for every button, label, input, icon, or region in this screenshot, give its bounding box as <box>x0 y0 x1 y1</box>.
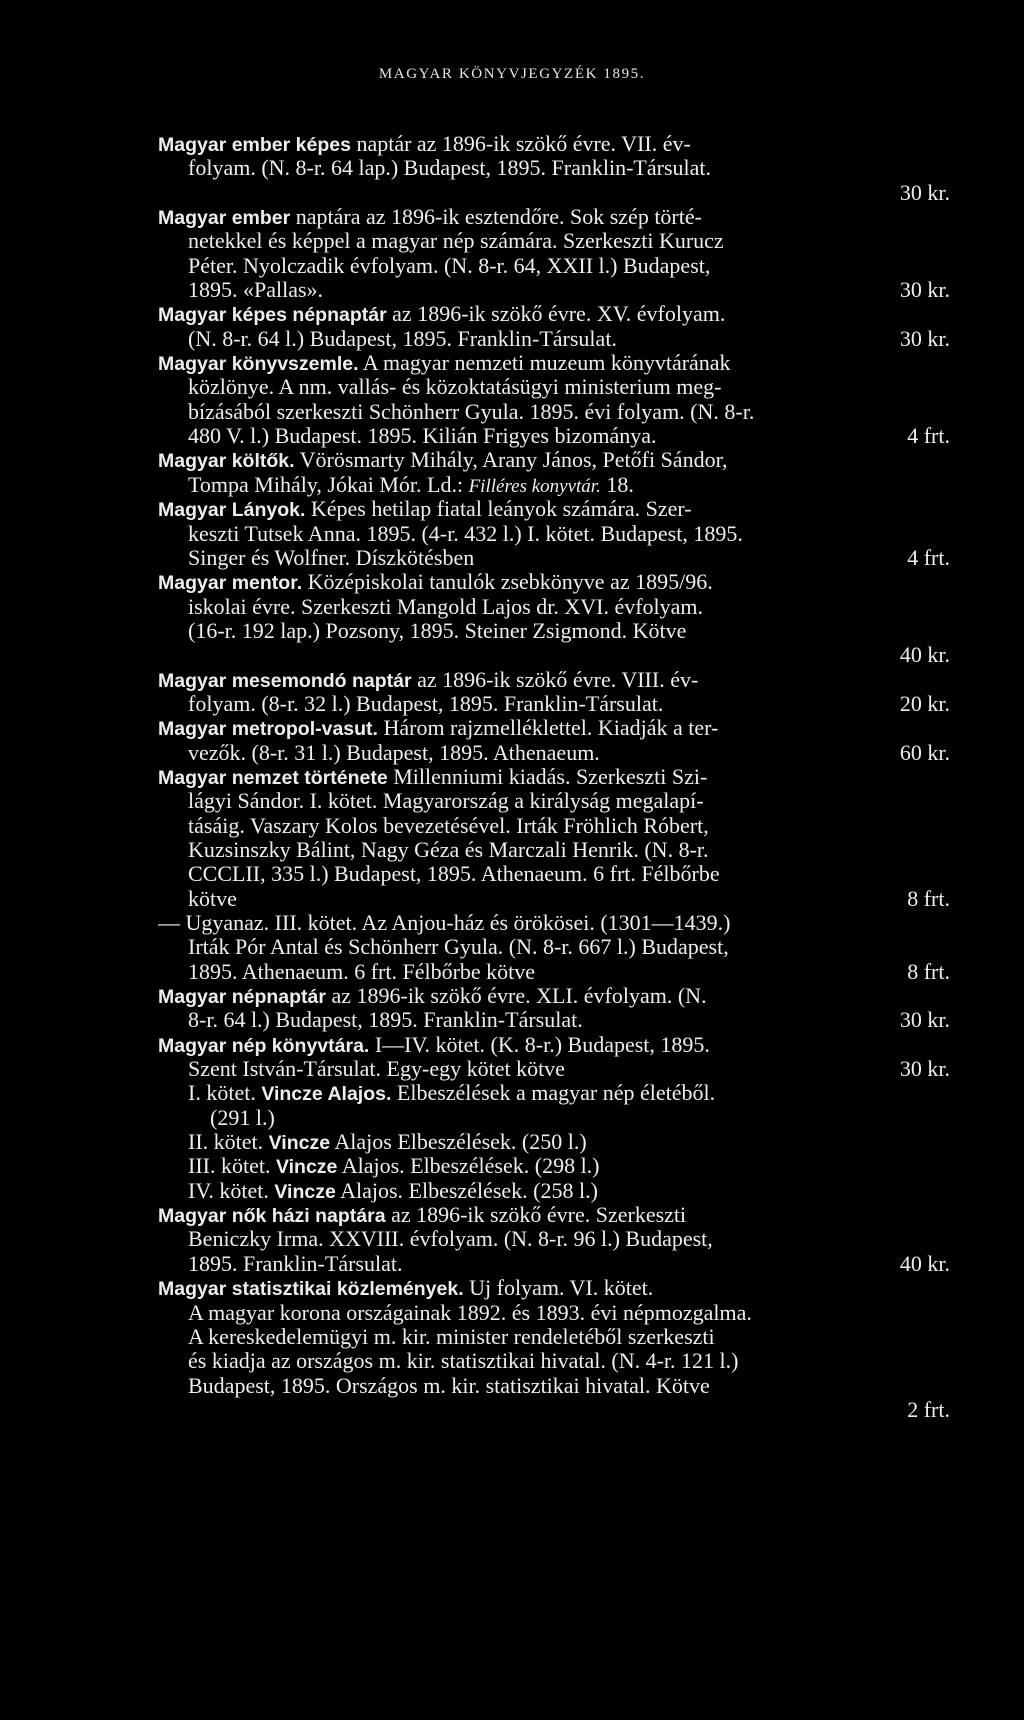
text-run: az 1896-ik szökő évre. VIII. év- <box>411 667 699 692</box>
text-run: Szent István-Társulat. Egy-egy kötet kötve <box>188 1057 565 1082</box>
line-text <box>188 887 237 911</box>
text-run: I. kötet. <box>188 1081 262 1106</box>
text-run: és kiadja az országos m. kir. statisztikai hivatal. (N. 4-r. 121 l.) <box>188 1349 739 1374</box>
entry-continuation-line <box>158 838 950 862</box>
price: 8 frt. <box>907 886 950 911</box>
line-text <box>158 448 728 472</box>
line-text <box>188 424 656 448</box>
entry-line <box>158 570 950 594</box>
entry-line <box>158 132 950 156</box>
line-text <box>188 278 323 302</box>
line-text <box>188 619 686 643</box>
entry-line <box>158 205 950 229</box>
entry-continuation-line <box>158 522 950 546</box>
line-text <box>188 935 729 959</box>
line-text <box>158 765 707 789</box>
text-run: CCCLII, 335 l.) Budapest, 1895. Athenaeum. 6 frt. Félbőrbe <box>188 862 720 887</box>
text-run: Uj folyam. VI. kötet. <box>463 1276 654 1301</box>
entry-continuation-line <box>158 1179 950 1203</box>
entry-headword: Magyar statisztikai közlemények. <box>158 1278 464 1301</box>
text-run: közlönye. A nm. vallás- és közoktatásügyi ministerium meg- <box>188 375 722 400</box>
line-text <box>188 1154 600 1178</box>
text-run: naptár az 1896-ik szökő évre. VII. év- <box>350 132 691 156</box>
entry-headword: Magyar nép könyvtára. <box>158 1034 370 1057</box>
text-run: Alajos. Elbeszélések. (298 l.) <box>337 1154 600 1179</box>
entry-continuation-line <box>158 960 950 984</box>
price-line <box>158 181 950 205</box>
line-text <box>158 132 691 156</box>
entry-line <box>158 448 950 472</box>
line-text <box>188 522 743 546</box>
text-run: lágyi Sándor. I. kötet. Magyarország a királyság megalapí- <box>188 789 704 814</box>
entry-continuation-line <box>158 1301 950 1325</box>
line-text <box>210 1106 275 1130</box>
line-text <box>188 156 711 180</box>
entry-continuation-line <box>158 1081 950 1105</box>
line-text <box>900 643 950 667</box>
line-text <box>188 1057 565 1081</box>
entry-headword: Magyar nemzet története <box>158 766 388 789</box>
entry-continuation-line <box>158 1008 950 1032</box>
line-text <box>188 1252 402 1276</box>
text-run: Elbeszélések a magyar nép életéből. <box>391 1081 716 1106</box>
line-text <box>188 862 720 886</box>
price: 30 kr. <box>899 1057 950 1082</box>
text-run: A magyar korona országainak 1892. és 1893. évi népmozgalma. <box>188 1300 752 1325</box>
entry-line <box>158 716 950 740</box>
entry-headword: Magyar népnaptár <box>158 986 326 1009</box>
price: 30 kr. <box>899 278 950 303</box>
line-text <box>900 181 950 205</box>
entry-continuation-line <box>158 1349 950 1373</box>
entry-continuation-line <box>158 595 950 619</box>
entry-continuation-line <box>158 789 950 813</box>
line-text <box>158 984 707 1008</box>
entry-line <box>158 497 950 521</box>
text-run: naptára az 1896-ik esztendőre. Sok szép törté- <box>290 205 702 230</box>
text-run: Millenniumi kiadás. Szerkeszti Szi- <box>387 764 708 789</box>
text-run: I—IV. kötet. (K. 8-r.) Budapest, 1895. <box>369 1032 710 1057</box>
entry-continuation-line <box>158 741 950 765</box>
text-run: keszti Tutsek Anna. 1895. (4-r. 432 l.) I. kötet. Budapest, 1895. <box>188 521 743 546</box>
line-text <box>188 1179 598 1203</box>
price: 20 kr. <box>899 691 950 716</box>
text-run: (291 l.) <box>210 1105 275 1130</box>
text-run: kötve <box>188 886 237 911</box>
text-run: A magyar nemzeti muzeum könyvtárának <box>358 351 731 376</box>
text-run: III. kötet. <box>188 1154 276 1179</box>
line-text <box>158 1276 653 1300</box>
price: 30 kr. <box>899 326 950 351</box>
text-run: bízásából szerkeszti Schönherr Gyula. 1895. évi folyam. (N. 8-r. <box>188 399 755 424</box>
entry-continuation-line <box>158 327 950 351</box>
entry-continuation-line <box>158 1227 950 1251</box>
entry-continuation-line <box>158 254 950 278</box>
entry-headword: Magyar képes népnaptár <box>158 304 387 327</box>
entry-continuation-line <box>158 473 950 497</box>
text-run: 1895. Athenaeum. 6 frt. Félbőrbe kötve <box>188 959 536 984</box>
entry-headword: Magyar metropol-vasut. <box>158 718 378 741</box>
entry-continuation-line <box>158 692 950 716</box>
text-run: Irták Pór Antal és Schönherr Gyula. (N. 8-r. 667 l.) Budapest, <box>188 935 729 960</box>
entry-headword: Magyar ember képes <box>158 134 351 156</box>
line-text <box>188 789 704 813</box>
text-run: 30 kr. <box>899 180 950 205</box>
author-name: Vincze <box>275 1156 338 1179</box>
author-name: Vincze <box>274 1180 336 1203</box>
entry-continuation-line <box>158 375 950 399</box>
line-text <box>188 741 600 765</box>
line-text <box>188 254 710 278</box>
line-text <box>158 1033 710 1057</box>
entry-continuation-line <box>158 1252 950 1276</box>
line-text <box>188 1325 715 1349</box>
entry-line <box>158 351 950 375</box>
line-text <box>188 327 617 351</box>
entry-continuation-line <box>158 935 950 959</box>
line-text <box>188 692 663 716</box>
price: 30 kr. <box>899 1008 950 1033</box>
text-run: folyam. (8-r. 32 l.) Budapest, 1895. Franklin-Társulat. <box>188 691 664 716</box>
text-run: A kereskedelemügyi m. kir. minister rendeletéből szerkeszti <box>188 1324 715 1349</box>
line-text <box>188 838 709 862</box>
entry-continuation-line <box>158 1057 950 1081</box>
entry-headword: Magyar mesemondó naptár <box>158 669 412 692</box>
entry-headword: Magyar Lányok. <box>158 499 306 522</box>
text-run: — Ugyanaz. III. kötet. Az Anjou-ház és örökösei. (1301—1439.) <box>158 911 731 935</box>
line-text <box>158 911 730 935</box>
entry-line <box>158 1276 950 1300</box>
author-name: Vincze <box>268 1132 331 1155</box>
price-line <box>158 1398 950 1422</box>
text-run: II. kötet. <box>188 1130 269 1155</box>
line-text <box>188 595 703 619</box>
entry-continuation-line <box>158 619 950 643</box>
line-text <box>188 1130 587 1154</box>
entry-continuation-line <box>158 1130 950 1154</box>
line-text <box>907 1398 950 1422</box>
price: 60 kr. <box>899 740 950 765</box>
line-text <box>188 229 724 253</box>
line-text <box>188 1349 738 1373</box>
text-run: Alajos Elbeszélések. (250 l.) <box>330 1130 587 1155</box>
text-run: Péter. Nyolczadik évfolyam. (N. 8-r. 64, XXII l.) Budapest, <box>188 253 711 278</box>
entry-line <box>158 668 950 692</box>
entry-continuation-line <box>158 887 950 911</box>
text-run: Tompa Mihály, Jókai Mór. Ld.: <box>188 472 469 497</box>
price: 4 frt. <box>907 424 950 449</box>
line-text <box>158 205 702 229</box>
entry-continuation-line <box>158 424 950 448</box>
line-text <box>188 814 709 838</box>
entry-headword: Magyar mentor. <box>158 572 303 595</box>
text-run: 18. <box>600 472 634 497</box>
entry-line <box>158 984 950 1008</box>
entry-continuation-line <box>158 1154 950 1178</box>
entry-continuation-line <box>158 229 950 253</box>
line-text <box>158 497 692 521</box>
running-header: MAGYAR KÖNYVJEGYZÉK 1895. <box>378 66 646 82</box>
line-text <box>188 473 634 497</box>
entry-continuation-line <box>158 156 950 180</box>
text-run: tásáig. Vaszary Kolos bevezetésével. Irták Fröhlich Róbert, <box>188 813 709 838</box>
entry-continuation-line <box>158 278 950 302</box>
entry-headword: Magyar nők házi naptára <box>158 1205 386 1228</box>
entry-continuation-line <box>158 1374 950 1398</box>
author-name: Vincze Alajos. <box>261 1083 392 1106</box>
text-run: 1895. «Pallas». <box>188 278 324 303</box>
line-text <box>158 1203 686 1227</box>
price: 40 kr. <box>899 1251 950 1276</box>
text-run: vezők. (8-r. 31 l.) Budapest, 1895. Athenaeum. <box>188 740 600 765</box>
line-text <box>188 546 474 570</box>
entry-continuation-line <box>158 1106 950 1130</box>
text-run: 40 kr. <box>899 643 950 668</box>
text-run: Kuzsinszky Bálint, Nagy Géza és Marczali Henrik. (N. 8-r. <box>188 837 709 862</box>
entry-headword: Magyar ember <box>158 207 291 230</box>
entry-line <box>158 1203 950 1227</box>
line-text <box>188 1301 752 1325</box>
entry-headword: Magyar könyvszemle. <box>158 353 359 376</box>
text-run: IV. kötet. <box>188 1178 275 1203</box>
line-text <box>158 351 731 375</box>
bibliography-list <box>158 132 950 1422</box>
line-text <box>158 302 725 326</box>
entry-line <box>158 302 950 326</box>
text-run: Budapest, 1895. Országos m. kir. statisztikai hivatal. Kötve <box>188 1373 710 1398</box>
text-run: 480 V. l.) Budapest. 1895. Kilián Frigyes bizománya. <box>188 424 657 449</box>
entry-line <box>158 911 950 935</box>
line-text <box>158 668 698 692</box>
line-text <box>188 400 754 424</box>
text-run: 8-r. 64 l.) Budapest, 1895. Franklin-Társulat. <box>188 1008 583 1033</box>
entry-continuation-line <box>158 400 950 424</box>
line-text <box>188 1008 583 1032</box>
text-run: az 1896-ik szökő évre. XLI. évfolyam. (N. <box>325 984 707 1009</box>
entry-line <box>158 1033 950 1057</box>
text-run: Képes hetilap fiatal leányok számára. Szer- <box>305 497 692 522</box>
line-text <box>188 960 535 984</box>
entry-headword: Magyar költők. <box>158 450 295 473</box>
price: 8 frt. <box>907 959 950 984</box>
text-run: Alajos. Elbeszélések. (258 l.) <box>335 1178 598 1203</box>
text-run: az 1896-ik szökő évre. XV. évfolyam. <box>386 302 726 327</box>
text-run: Beniczky Irma. XXVIII. évfolyam. (N. 8-r. 96 l.) Budapest, <box>188 1227 713 1252</box>
entry-continuation-line <box>158 1325 950 1349</box>
entry-line <box>158 765 950 789</box>
text-run: Három rajzmelléklettel. Kiadják a ter- <box>377 716 719 741</box>
text-run: Középiskolai tanulók zsebkönyve az 1895/96. <box>302 570 713 595</box>
text-run: (N. 8-r. 64 l.) Budapest, 1895. Franklin-Társulat. <box>188 326 617 351</box>
text-run: folyam. (N. 8-r. 64 lap.) Budapest, 1895. Franklin-Társulat. <box>188 156 712 181</box>
text-run: (16-r. 192 lap.) Pozsony, 1895. Steiner Zsigmond. Kötve <box>188 618 687 643</box>
entry-continuation-line <box>158 546 950 570</box>
entry-continuation-line <box>158 814 950 838</box>
line-text <box>158 570 713 594</box>
text-run: Vörösmarty Mihály, Arany János, Petőfi Sándor, <box>294 448 728 473</box>
price-line <box>158 643 950 667</box>
text-run: 2 frt. <box>907 1397 950 1422</box>
line-text <box>188 1227 713 1251</box>
line-text <box>188 1081 715 1105</box>
line-text <box>188 375 721 399</box>
text-run: az 1896-ik szökő évre. Szerkeszti <box>385 1203 687 1228</box>
text-run: 1895. Franklin-Társulat. <box>188 1251 403 1276</box>
line-text <box>188 1374 710 1398</box>
entry-continuation-line <box>158 862 950 886</box>
price: 4 frt. <box>907 545 950 570</box>
text-run: Singer és Wolfner. Díszkötésben <box>188 545 475 570</box>
text-run: iskolai évre. Szerkeszti Mangold Lajos dr. XVI. évfolyam. <box>188 594 704 619</box>
text-run: netekkel és képpel a magyar nép számára. Szerkeszti Kurucz <box>188 229 724 254</box>
series-title: Filléres konyvtár. <box>468 475 601 497</box>
line-text <box>158 716 718 740</box>
